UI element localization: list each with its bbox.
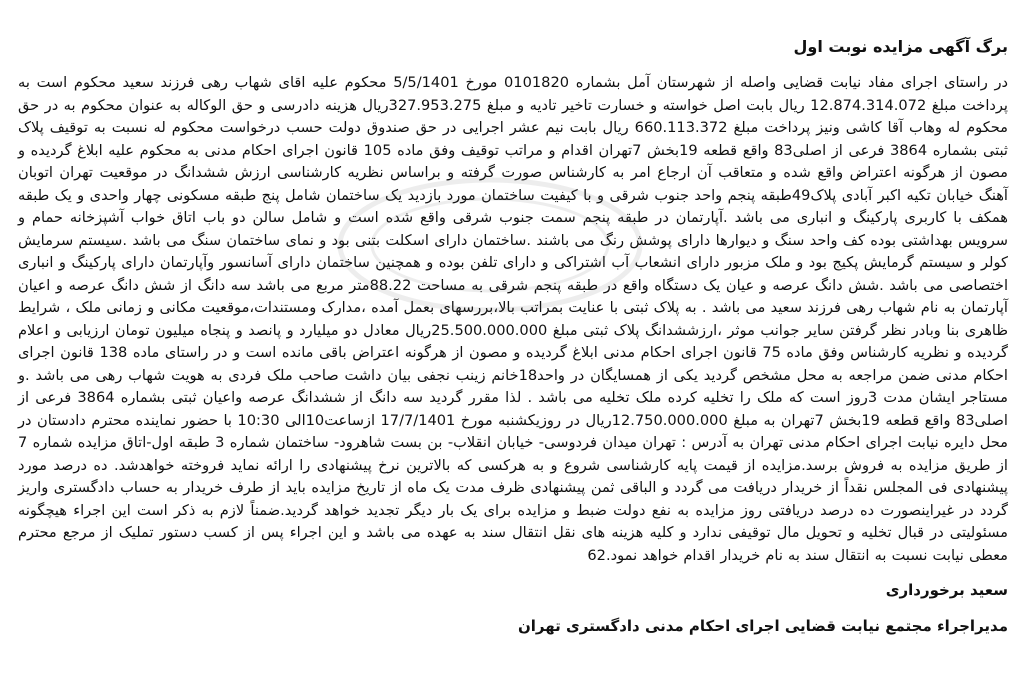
signer-name: سعید برخورداری bbox=[885, 581, 1008, 599]
signer-role: مدیراجراء مجتمع نیابت قضایی اجرای احکام مدنی دادگستری تهران bbox=[517, 617, 1008, 635]
notice-title: برگ آگهی مزایده نوبت اول bbox=[793, 37, 1008, 56]
notice-body: در راستای اجرای مفاد نیابت قضایی واصله از شهرستان آمل بشماره 0101820 مورخ 5/5/1401 محکوم علیه اقای شهاب رهی فرزند سعید محکوم است به پرداخت مبلغ 12.874.314.072 ریال بابت اصل خواسته و خسارت تاخیر تادیه و مبلغ 327.953.275ریال هزینه دادرسی و حق الوکاله به عنوان محکوم به در حق محکوم له وهاب آقا کاشی ونیز پرداخت مبلغ 660.113.372 ریال بابت نیم عشر اجرایی در حق صندوق دولت حسب درخواست محکوم له نسبت به توقیف پلاک ثبتی بشماره 3864 فرعی از اصلی83 واقع قطعه 19بخش 7تهران اقدام و مراتب توقیف وفق ماده 105 قانون اجرای احکام مدنی به محکوم علیه ابلاغ گردیده و مصون از هرگونه اعتراض واقع شده و متعاقب آن ارجاع امر به کارشناس صورت گرفته و براساس نظریه کارشناسی ارزش ششدانگ در موقعیت تهران اتوبان آهنگ خیابان تکیه اکبر آبادی پلاک49طبقه پنجم واحد جنوب شرقی و با کیفیت ساختمان مورد بازدید یک ساختمان شامل پنج طبقه مسکونی چهار واحدی و یک طبقه همکف با کاربری پارکینگ و انباری می باشد .آپارتمان در طبقه پنجم سمت جنوب شرقی واقع شده است و شامل سالن دو باب اتاق خواب آشپزخانه حمام و سرویس بهداشتی بوده کف واحد سنگ و دیوارها دارای پوشش رنگ می باشند .ساختمان دارای اسکلت بتنی بود و نمای ساختمان سنگ می باشد .سیستم سرمایش کولر و سیستم گرمایش پکیج بود و ملک مزبور دارای انشعاب آب اشتراکی و دارای تلفن بوده و همچنین ساختمان دارای آسانسور وآپارتمان دارای پارکینگ و انباری اختصاصی می باشد .شش دانگ عرصه و عیان یک دستگاه واقع در طبقه پنجم شرقی به مساحت 88.22متر مربع می باشد سه دانگ از شش دانگ عرصه و اعیان آپارتمان به نام شهاب رهی فرزند سعید می باشد . به پلاک ثبتی با عنایت بمراتب بالا،بررسهای بعمل آمده ،مدارک ومستندات،موقعیت مکانی و زمانی ملک ، شرایط ظاهری بنا وبادر نظر گرفتن سایر جوانب موثر ،ارزششدانگ پلاک ثبتی مبلغ 25.500.000.000ریال معادل دو میلیارد و پانصد و پنجاه میلیون تومان ارزیابی و اعلام گردیده و نظریه کارشناس وفق ماده 75 قانون اجرای احکام مدنی ابلاغ گردیده و مصون از هرگونه اعتراض باقی مانده است و در راستای ماده 138 قانون اجرای احکام مدنی ضمن مراجعه به محل مشخص گردید یکی از همسایگان در واحد18خانم زینب نجفی بیان داشت صاحب ملک فردی به هویت شهاب رهی می باشد .و مستاجر ایشان مدت 3روز است که ملک را تخلیه کرده ملک تخلیه می باشد . لذا مقرر گردید سه دانگ از ششدانگ عرصه واعیان ثبتی بشماره 3864 فرعی از اصلی83 واقع قطعه 19بخش 7تهران به مبلغ 12.750.000.000ریال در روزیکشنبه مورخ 17/7/1401 ازساعت10الی 10:30 با حضور نماینده محترم دادستان در محل دایره نیابت اجرای احکام مدنی تهران به آدرس : تهران میدان فردوسی- خیابان انقلاب- بن بست شاهرود- ساختمان شماره 3 طبقه اول-اتاق مزایده شماره 7 از طریق مزایده به فروش برسد.مزایده از قیمت پایه کارشناسی شروع و به هرکسی که بالاترین نرخ پیشنهادی را ارائه نماید فروخته خواهدشد. ده درصد مورد پیشنهادی فی المجلس نقداً از خریدار دریافت می گردد و الباقی ثمن پیشنهادی ظرف مدت یک ماه از تاریخ مزایده باید از طرف خریدار به حساب دادگستری واریز گردد در غیراینصورت ده درصد دریافتی روز مزایده به نفع دولت ضبط و مزایده برای یک بار دیگر تجدید خواهد گردید.ضمناً لازم به ذکر است این اجراء هیچگونه مسئولیتی در قبال تخلیه و تحویل مال توقیفی ندارد و کلیه هزینه های نقل انتقال سند به عهده می باشد و این اجراء پس از کسب دستور تملیک از مرجع محترم معطی نیابت نسبت به انتقال سند به نام خریدار اقدام خواهد نمود.62 bbox=[18, 74, 1009, 564]
